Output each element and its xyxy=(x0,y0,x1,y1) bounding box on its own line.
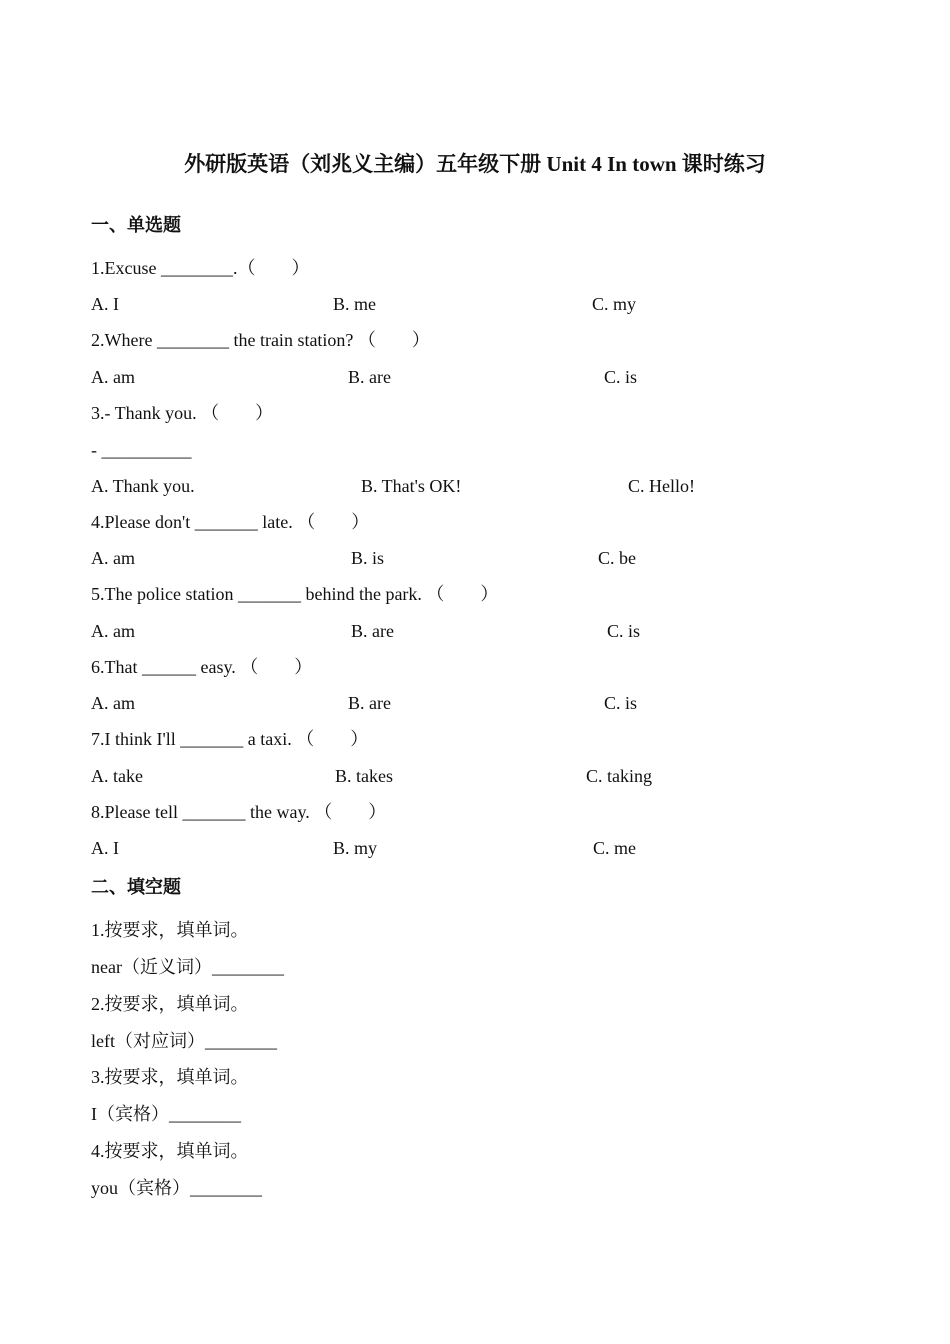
question-options xyxy=(91,365,891,389)
option-b: B. are xyxy=(348,693,391,713)
question-stem: 5.The police station _______ behind the park. （ ） xyxy=(91,584,499,604)
option-c: C. taking xyxy=(586,766,652,786)
option-c: C. my xyxy=(592,294,637,314)
option-b: B. me xyxy=(333,294,376,314)
question-stem: 3.按要求，填单词。 xyxy=(91,1067,249,1087)
document-title: 外研版英语（刘兆义主编）五年级下册 Unit 4 In town 课时练习 xyxy=(184,152,766,176)
section-heading-fill-blank: 二、填空题 xyxy=(91,877,181,898)
option-a: A. take xyxy=(91,766,143,786)
option-a: A. am xyxy=(91,693,135,713)
option-b: B. is xyxy=(351,548,385,568)
option-a: A. am xyxy=(91,548,135,568)
question-stem: 4.按要求，填单词。 xyxy=(91,1141,249,1161)
question-stem: 2.按要求，填单词。 xyxy=(91,994,249,1014)
question-stem: 1.按要求，填单词。 xyxy=(91,920,249,940)
option-c: C. is xyxy=(607,621,641,641)
question-stem: 7.I think I'll _______ a taxi. （ ） xyxy=(91,729,369,749)
question-stem: 4.Please don't _______ late. （ ） xyxy=(91,512,370,532)
option-a: A. am xyxy=(91,621,135,641)
question-prompt: near（近义词）________ xyxy=(91,957,284,977)
question-prompt: left（对应词）________ xyxy=(91,1031,277,1051)
question-options xyxy=(91,836,891,860)
question-options xyxy=(91,764,891,788)
option-a: A. am xyxy=(91,367,135,387)
option-c: C. me xyxy=(593,838,636,858)
option-b: B. my xyxy=(333,838,378,858)
question-options xyxy=(91,474,891,498)
question-prompt: I（宾格）________ xyxy=(91,1104,241,1124)
option-a: A. I xyxy=(91,294,119,314)
option-b: B. are xyxy=(351,621,394,641)
option-b: B. takes xyxy=(335,766,393,786)
option-c: C. is xyxy=(604,367,638,387)
question-stem: 1.Excuse ________.（ ） xyxy=(91,258,310,278)
option-b: B. are xyxy=(348,367,391,387)
question-prompt: you（宾格）________ xyxy=(91,1178,262,1198)
question-options xyxy=(91,546,891,570)
option-a: A. Thank you. xyxy=(91,476,195,496)
question-stem-line2: - __________ xyxy=(91,440,192,460)
question-stem: 2.Where ________ the train station? （ ） xyxy=(91,330,430,350)
question-options xyxy=(91,691,891,715)
question-stem: 6.That ______ easy. （ ） xyxy=(91,657,313,677)
question-stem: 8.Please tell _______ the way. （ ） xyxy=(91,802,387,822)
section-heading-single-choice: 一、单选题 xyxy=(91,215,181,236)
question-stem: 3.- Thank you. （ ） xyxy=(91,403,274,423)
option-a: A. I xyxy=(91,838,119,858)
option-c: C. is xyxy=(604,693,638,713)
option-c: C. be xyxy=(598,548,636,568)
option-b: B. That's OK! xyxy=(361,476,462,496)
option-c: C. Hello! xyxy=(628,476,695,496)
question-options xyxy=(91,292,891,316)
question-options xyxy=(91,619,891,643)
